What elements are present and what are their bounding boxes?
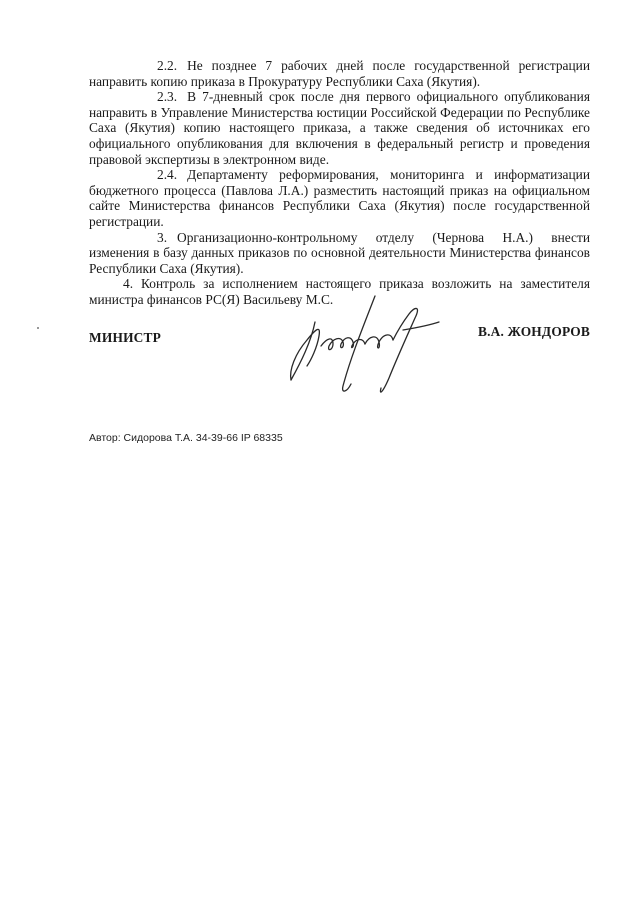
- paragraph-text: Организационно-контрольному отделу (Чернова Н.А.) внести изменения в базу данных приказов по основной деятельности Министерства финансов Республики Саха (Якутия).: [89, 229, 590, 276]
- scan-speck: [37, 327, 39, 329]
- paragraph-text: В 7-дневный срок после дня первого официального опубликования направить в Управление Министерства юстиции Российской Федерации по Республике Саха (Якутия) копию настоящего приказа, а также сведения об источниках его официального опубликования для включения в федеральный регистр и проведения правовой экспертизы в электронном виде.: [89, 89, 590, 167]
- paragraph-text: Департаменту реформирования, мониторинга и информатизации бюджетного процесса (Павлова Л.А.) разместить настоящий приказ на официальном сайте Министерства финансов Республики Саха (Якутия) после государственной регистрации.: [89, 167, 590, 229]
- paragraph-2-4: [89, 167, 590, 229]
- signatory-name: В.А. ЖОНДОРОВ: [477, 324, 590, 339]
- paragraph-number: 3.: [157, 229, 168, 245]
- paragraph-number: 2.3.: [157, 89, 178, 105]
- paragraph-number: 4.: [123, 276, 134, 292]
- paragraph-2-2: [89, 58, 590, 89]
- author-line: Автор: Сидорова Т.А. 34-39-66 IP 68335: [89, 432, 283, 444]
- paragraph-number: 2.4.: [157, 167, 178, 183]
- paragraph-text: Не позднее 7 рабочих дней после государственной регистрации направить копию приказа в Прокуратуру Республики Саха (Якутия).: [89, 58, 590, 89]
- paragraph-text: Контроль за исполнением настоящего приказа возложить на заместителя министра финансов РС(Я) Васильеву М.С.: [89, 276, 590, 307]
- paragraph-number: 2.2.: [157, 58, 178, 73]
- paragraph-2-3: [89, 89, 590, 167]
- document-body: [89, 58, 590, 308]
- signature-block: [89, 290, 590, 410]
- paragraph-3: [89, 230, 590, 277]
- position-title: МИНИСТР: [89, 330, 162, 345]
- handwritten-signature: [285, 292, 445, 404]
